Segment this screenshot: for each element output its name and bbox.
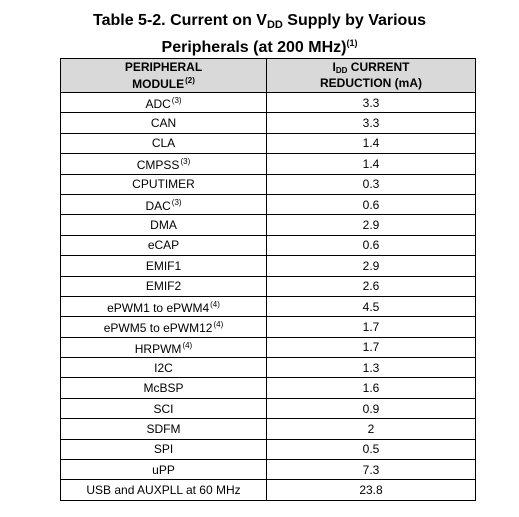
header-col1-line1: PERIPHERAL [124,59,203,74]
table-header-row [61,59,476,93]
module-name: EMIF1 [145,258,182,273]
module-name: CPUTIMER [132,177,195,192]
module-cell [61,256,267,276]
header-col2-line2: REDUCTION (mA) [320,76,422,90]
module-footnote-ref: (3) [180,157,191,167]
table-row [61,378,476,398]
current-reduction-value: 2 [267,419,476,439]
module-name: CMPSS [136,158,180,173]
module-cell [61,215,267,235]
module-cell [61,419,267,439]
current-reduction-value: 23.8 [267,480,476,500]
table-row [61,133,476,153]
title-text: Table 5-2. Current on V [93,12,267,29]
module-name: McBSP [143,381,184,396]
table-row [61,235,476,255]
current-reduction-value: 1.3 [267,358,476,378]
header-col2-prefix: I [332,60,336,74]
current-reduction-value: 2.6 [267,276,476,296]
current-reduction-value: 1.4 [267,154,476,174]
table-row [61,174,476,194]
module-cell [61,113,267,133]
table-title [0,12,519,57]
table-row [61,398,476,418]
current-reduction-value: 0.6 [267,194,476,214]
module-name: EMIF2 [145,279,182,294]
current-reduction-value: 1.7 [267,317,476,337]
table-row [61,276,476,296]
module-cell [61,194,267,214]
module-cell [61,93,267,113]
current-reduction-value: 0.9 [267,398,476,418]
peripheral-current-table [60,58,476,501]
current-reduction-value: 1.6 [267,378,476,398]
module-cell [61,398,267,418]
title-text-suffix: Supply by Various [282,12,426,29]
header-col1-footnote: (2) [185,75,195,85]
module-cell [61,174,267,194]
current-reduction-value: 3.3 [267,113,476,133]
table-row [61,358,476,378]
table-row [61,256,476,276]
table-row [61,439,476,459]
module-footnote-ref: (3) [171,96,182,106]
module-name: I2C [154,360,173,375]
module-name: uPP [152,462,175,477]
module-name: SDFM [146,421,181,436]
current-reduction-value: 1.7 [267,337,476,357]
current-reduction-value: 7.3 [267,460,476,480]
module-cell [61,480,267,500]
table-row [61,337,476,357]
table-row [61,93,476,113]
module-footnote-ref: (3) [171,198,182,208]
module-name: ePWM5 to ePWM12 [103,321,213,336]
module-cell [61,439,267,459]
module-name: SPI [153,442,174,457]
module-name: CLA [151,136,176,151]
current-reduction-value: 3.3 [267,93,476,113]
module-cell [61,154,267,174]
module-cell [61,317,267,337]
module-cell [61,276,267,296]
table-row [61,113,476,133]
table-row [61,215,476,235]
current-reduction-value: 0.5 [267,439,476,459]
module-footnote-ref: (4) [182,340,193,350]
module-footnote-ref: (4) [210,300,220,310]
module-name: DAC [145,199,171,214]
table-row [61,154,476,174]
current-reduction-value: 4.5 [267,296,476,316]
module-name: USB and AUXPLL at 60 MHz [86,483,241,498]
title-footnote-ref: (1) [346,38,358,48]
header-col2-subscript: DD [335,66,348,75]
module-name: HRPWM [134,341,182,356]
module-name: SCI [153,401,174,416]
table-body [61,93,476,501]
table-row [61,194,476,214]
module-cell [61,235,267,255]
current-reduction-value: 1.4 [267,133,476,153]
table-row [61,296,476,316]
module-cell [61,296,267,316]
title-text-line2: Peripherals (at 200 MHz) [161,39,347,56]
module-cell [61,460,267,480]
current-reduction-value: 0.6 [267,235,476,255]
title-subscript: DD [266,19,283,31]
header-peripheral-module [61,59,267,93]
module-name: ePWM1 to ePWM4 [107,301,210,316]
header-col1-line2: MODULE [132,76,185,91]
module-name: DMA [150,218,177,233]
module-name: CAN [150,116,177,131]
module-cell [61,133,267,153]
current-reduction-value: 2.9 [267,256,476,276]
module-name: ADC [145,97,171,112]
module-cell [61,358,267,378]
header-col2-line1: CURRENT [347,60,410,74]
table-row [61,460,476,480]
module-cell [61,337,267,357]
table-title-line2 [0,34,519,57]
module-name: eCAP [147,238,180,253]
table-row [61,317,476,337]
header-current-reduction [267,59,476,93]
module-cell [61,378,267,398]
table-title-line1 [0,12,519,34]
table-row [61,419,476,439]
module-footnote-ref: (4) [213,320,224,330]
table-row [61,480,476,500]
current-reduction-value: 2.9 [267,215,476,235]
current-reduction-value: 0.3 [267,174,476,194]
